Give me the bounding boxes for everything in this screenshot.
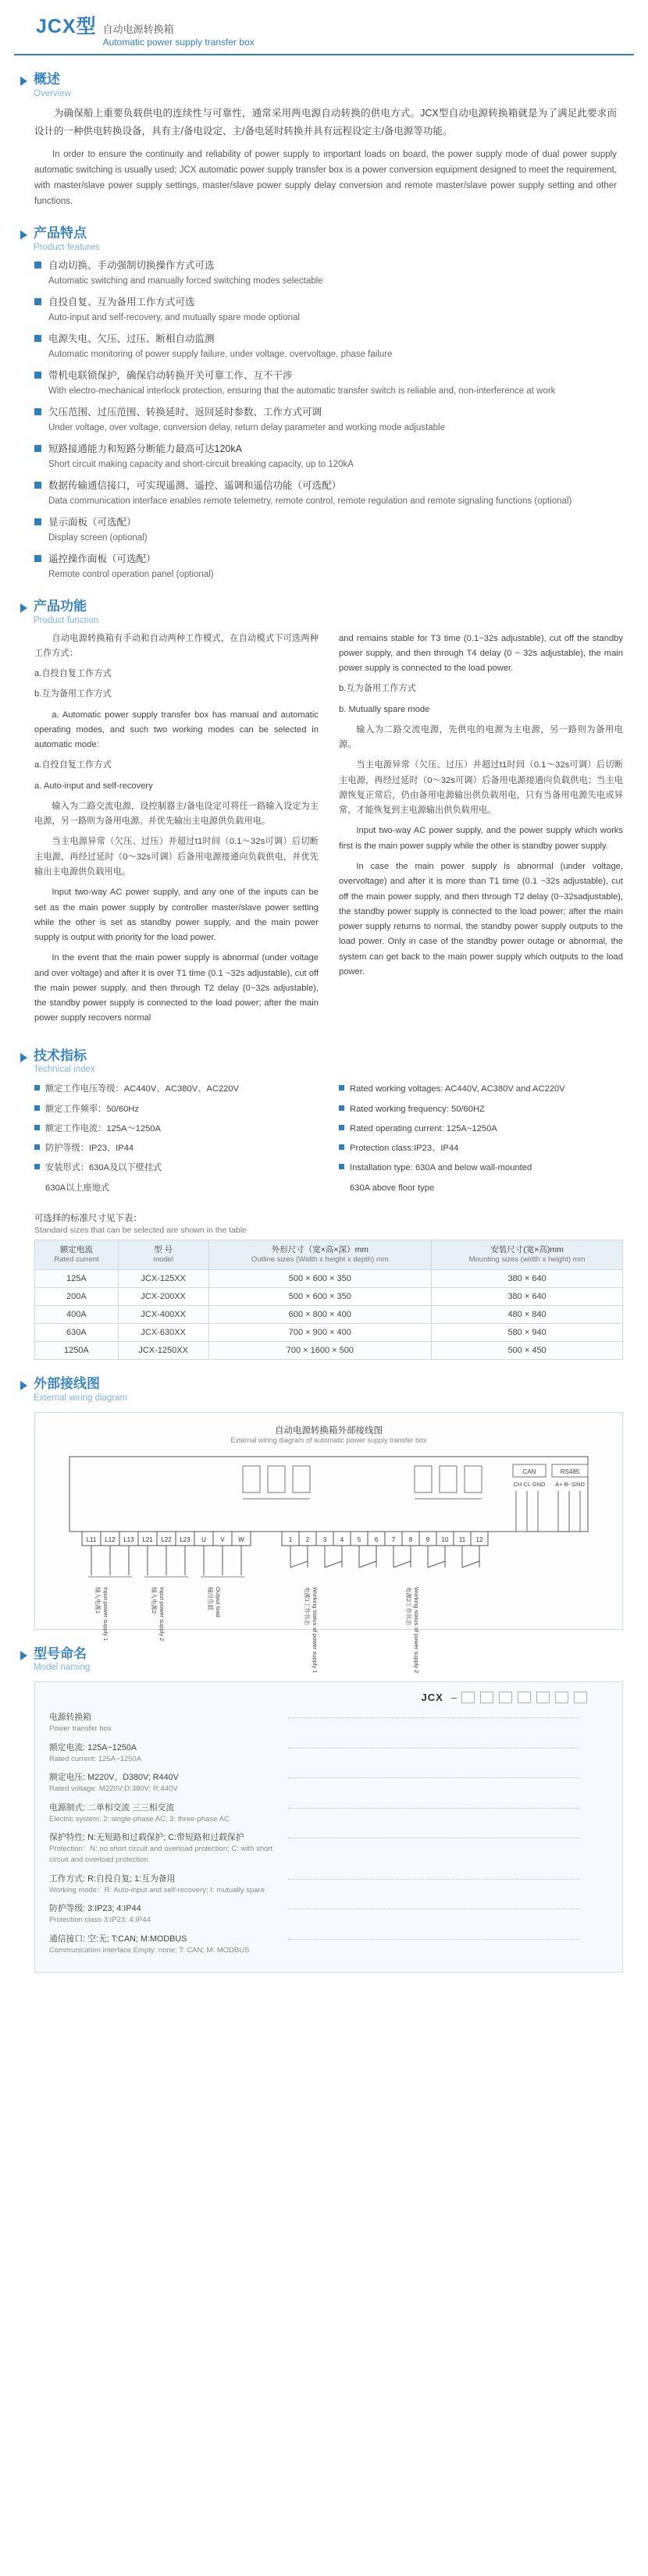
model-row-en: Rated voltage: M220V;D:380V; R:440V <box>49 1784 178 1794</box>
function-para: a.自投自复工作方式 <box>34 760 112 770</box>
square-bullet-icon <box>34 1105 40 1111</box>
svg-text:1: 1 <box>288 1535 293 1543</box>
model-row <box>49 1768 608 1798</box>
table-note-cn: 可选择的标准尺寸见下表： <box>34 1213 142 1223</box>
section-title-cn: 型号命名 <box>34 1646 87 1661</box>
col-header-en: Mounting sizes (width x height) mm <box>468 1255 586 1265</box>
list-item <box>339 1102 623 1117</box>
list-item <box>34 331 617 347</box>
function-para: Input two-way AC power supply, and the power supply which works first is the main power supply while the other is standby power supply. <box>339 826 623 851</box>
feature-label-en: Display screen (optional) <box>48 532 148 543</box>
list-item <box>34 368 617 383</box>
tech-label-en: Rated operating current: 125A~1250A <box>350 1123 497 1133</box>
list-item <box>34 441 617 457</box>
model-row-label <box>49 1802 283 1825</box>
model-row-en: Power transfer box <box>49 1724 112 1734</box>
tech-label-cn: 防护等级：IP23、IP44 <box>45 1144 134 1154</box>
model-row <box>49 1870 608 1899</box>
tech-column-cn <box>34 1082 319 1201</box>
triangle-bullet-icon <box>20 230 27 240</box>
svg-text:L12: L12 <box>105 1535 116 1543</box>
leader-line <box>288 1879 580 1880</box>
leader-line <box>288 1717 580 1718</box>
model-slot <box>574 1692 587 1703</box>
svg-text:L22: L22 <box>161 1535 172 1543</box>
square-bullet-icon <box>339 1164 344 1169</box>
page-title-sub <box>103 21 255 48</box>
svg-text:L13: L13 <box>123 1535 134 1543</box>
cell-model: JCX-125XX <box>118 1269 208 1287</box>
svg-text:9: 9 <box>425 1535 430 1543</box>
table-row <box>35 1305 623 1323</box>
section-features-heading <box>20 226 648 252</box>
tech-column-en <box>339 1082 623 1201</box>
model-code-header: JCX – <box>49 1692 608 1703</box>
list-item <box>34 258 617 273</box>
square-bullet-icon <box>339 1085 344 1091</box>
triangle-bullet-icon <box>20 1651 27 1660</box>
svg-text:Working status of power supply: Working status of power supply 1 <box>312 1586 319 1673</box>
list-item <box>339 1082 623 1097</box>
svg-text:3: 3 <box>322 1535 327 1543</box>
model-row-en: Protection class 3:IP23; 4:IP44 <box>49 1916 151 1925</box>
cell-mounting-size: 500 × 450 <box>432 1341 623 1359</box>
cell-model: JCX-1250XX <box>118 1341 208 1359</box>
model-row-cn: 额定电压: M220V、D380V; R440V <box>49 1773 179 1783</box>
svg-text:11: 11 <box>458 1535 466 1543</box>
feature-label-en: Auto-input and self-recovery, and mutually spare mode optional <box>48 313 300 323</box>
section-title-cn: 外部接线图 <box>34 1375 100 1391</box>
svg-text:8: 8 <box>408 1535 413 1543</box>
square-bullet-icon <box>34 555 41 562</box>
feature-label-cn: 欠压范围、过压范围、转换延时、返回延时参数、工作方式可调 <box>48 407 322 418</box>
feature-label-cn: 短路接通能力和短路分断能力最高可达120kA <box>48 443 242 454</box>
function-column-right <box>339 632 623 1032</box>
list-item <box>34 551 617 567</box>
model-row-cn: 保护特性: N:无短路和过载保护; C:带短路和过载保护 <box>49 1833 244 1843</box>
function-para: In the event that the main power supply is abnormal (under voltage and over voltage) and after it is over T1 time (0.1 ~32s adjustable), cut off the main power supply, and then through T2 delay (0~32s adjustable), the standby power supply is connected to the load power; after the main power supply recovers normal <box>34 953 319 1023</box>
model-slot <box>480 1692 493 1703</box>
model-row-en: Protection：N: no short circuit and overload protection; C: with short circuit and overload protection <box>49 1845 273 1865</box>
cell-rated-current: 630A <box>35 1323 119 1341</box>
cell-outline-size: 500 × 600 × 350 <box>208 1287 432 1305</box>
cell-mounting-size: 580 × 940 <box>432 1323 623 1341</box>
model-row <box>49 1738 608 1768</box>
svg-text:10: 10 <box>441 1535 449 1543</box>
list-item <box>339 1161 623 1176</box>
model-row-cn: 额定电流: 125A~1250A <box>49 1742 137 1752</box>
model-row-cn: 防护等级: 3:IP23; 4:IP44 <box>49 1904 141 1914</box>
square-bullet-icon <box>339 1105 344 1111</box>
cell-model: JCX-400XX <box>118 1305 208 1323</box>
tech-label-cn: 额定工作电流：125A～1250A <box>45 1123 161 1133</box>
list-item <box>34 1102 319 1117</box>
function-para: Input two-way AC power supply, and any one of the inputs can be set as the main power supply by controller master/slave power setting while the other is set as standby power supply, and the main power supply is output with priority for the load power. <box>34 888 319 943</box>
svg-text:7: 7 <box>391 1535 396 1543</box>
model-brand-code: JCX <box>421 1692 443 1704</box>
tech-label-en: Protection class:IP23、IP44 <box>350 1144 459 1154</box>
model-row-label <box>49 1742 283 1765</box>
col-header-cn: 型 号 <box>154 1244 173 1254</box>
feature-label-en: Data communication interface enables remote telemetry, remote control, remote regulation and remote signaling functions (optional) <box>48 496 572 506</box>
cell-outline-size: 500 × 600 × 350 <box>208 1269 432 1287</box>
svg-text:输入电源2: 输入电源2 <box>151 1586 158 1614</box>
svg-text:5: 5 <box>357 1535 361 1543</box>
list-item <box>34 1122 319 1137</box>
leader-line <box>288 1808 580 1809</box>
model-slot <box>555 1692 568 1703</box>
feature-label-cn: 显示面板（可选配） <box>48 516 137 528</box>
section-title-en: Overview <box>34 88 71 98</box>
svg-text:4: 4 <box>340 1535 344 1543</box>
function-para: b.互为备用工作方式 <box>34 689 112 699</box>
svg-text:L11: L11 <box>86 1535 97 1543</box>
triangle-bullet-icon <box>20 603 27 613</box>
square-bullet-icon <box>34 518 41 525</box>
model-row-en: Working mode：R: Auto-input and self-recovery; I: mutually spare <box>49 1885 265 1895</box>
model-row <box>49 1828 608 1870</box>
column-header-outline-size <box>208 1240 432 1269</box>
svg-text:CAN: CAN <box>522 1468 536 1475</box>
table-header-row <box>35 1240 623 1269</box>
cell-model: JCX-200XX <box>118 1287 208 1305</box>
list-item <box>339 1181 623 1196</box>
svg-text:12: 12 <box>475 1535 483 1543</box>
svg-text:Output load: Output load <box>215 1586 222 1617</box>
function-para: a. Auto-input and self-recovery <box>34 781 153 791</box>
function-para: 输入为二路交流电源，设控制器主/备电设定可将任一路输入设定为主电源，另一路则为备用电源。并优先输出主电源供负载用电。 <box>34 801 319 827</box>
function-para: b.互为备用工作方式 <box>339 684 416 694</box>
svg-text:A+ B- GND: A+ B- GND <box>555 1480 585 1488</box>
svg-text:L21: L21 <box>142 1535 153 1543</box>
model-row-label <box>49 1902 283 1926</box>
list-item <box>339 1141 623 1156</box>
overview-paragraph-cn: 为确保船上重要负载供电的连续性与可靠性，通常采用两电源自动转换的供电方式。JCX型自动电源转换箱就是为了满足此要求而设计的一种供电转换设备，具有主/备电设定、主/备电延时转换并具有远程设定主/备电源等功能。 <box>34 107 617 137</box>
model-row-label <box>49 1771 283 1795</box>
model-slot <box>461 1692 475 1703</box>
section-title-en: Model naming <box>34 1663 91 1673</box>
function-para: 自动电源转换箱有手动和自动两种工作模式，在自动模式下可选两种工作方式： <box>34 633 319 658</box>
tech-label-en: Installation type: 630A and below wall-mounted <box>350 1163 532 1173</box>
model-row <box>49 1799 608 1828</box>
square-bullet-icon <box>34 408 41 415</box>
square-bullet-icon <box>34 482 41 489</box>
cell-outline-size: 700 × 900 × 400 <box>208 1323 432 1341</box>
svg-text:6: 6 <box>374 1535 379 1543</box>
model-row-label <box>49 1831 283 1866</box>
tech-label-en: Rated working frequency: 50/60HZ <box>350 1104 485 1114</box>
model-row-label <box>49 1933 283 1956</box>
tech-label-en: 630A above floor type <box>350 1183 435 1193</box>
feature-label-en: Short circuit making capacity and short-circuit breaking capacity, up to 120kA <box>48 459 354 469</box>
model-slot <box>536 1692 550 1703</box>
triangle-bullet-icon <box>20 76 27 86</box>
table-row <box>35 1269 623 1287</box>
square-bullet-icon <box>34 1144 40 1150</box>
section-title-en: Product function <box>34 615 99 625</box>
list-item <box>34 1181 319 1196</box>
model-slot <box>518 1692 531 1703</box>
feature-list <box>34 258 617 582</box>
model-row-en: Communication interface Empty: none; T: CAN; M: MODBUS <box>49 1945 250 1955</box>
svg-text:W: W <box>238 1535 244 1543</box>
function-para: and remains stable for T3 time (0.1~32s adjustable), cut off the standby power supply, and then through T4 delay (0 ~ 32s adjustable), the main power supply is connected to the load power. <box>339 633 623 674</box>
section-title-en: Product features <box>34 243 100 253</box>
leader-line <box>288 1748 580 1749</box>
section-wiring-heading <box>20 1377 648 1403</box>
triangle-bullet-icon <box>20 1053 27 1062</box>
model-row-label <box>49 1873 283 1896</box>
feature-label-cn: 遥控操作面板（可选配） <box>48 553 156 564</box>
model-row-cn: 工作方式: R:自投自复; 1:互为备用 <box>49 1873 176 1884</box>
page-title-cn: JCX型 <box>36 16 97 37</box>
col-header-cn: 额定电流 <box>59 1244 93 1254</box>
function-para: 当主电源异常（欠压、过压）并超过t1时间（0.1～32s可调）后切断主电源，再经过延时（0～32s可调）后备用电源接通向负载供电，并优先输出主电源供负载用电。 <box>34 837 319 877</box>
list-item <box>34 514 617 530</box>
column-header-model <box>118 1240 208 1269</box>
square-bullet-icon <box>34 298 41 305</box>
page-title <box>14 0 634 55</box>
section-function-heading <box>20 600 648 625</box>
square-bullet-icon <box>34 1085 40 1091</box>
model-row-en: Rated current: 125A~1250A <box>49 1754 142 1763</box>
svg-text:2: 2 <box>305 1535 310 1543</box>
svg-text:电源2工作状态: 电源2工作状态 <box>405 1586 412 1625</box>
list-item <box>34 404 617 420</box>
page-title-cn2: 自动电源转换箱 <box>102 23 174 35</box>
table-note-en: Standard sizes that can be selected are shown in the table <box>34 1225 247 1235</box>
section-title-cn: 概述 <box>34 72 60 87</box>
feature-label-cn: 带机电联锁保护，确保启动转换开关可靠工作、互不干涉 <box>48 370 293 382</box>
feature-label-cn: 自投自复、互为备用工作方式可选 <box>48 297 195 308</box>
page-title-en: Automatic power supply transfer box <box>102 37 255 48</box>
svg-text:Input power supply 2: Input power supply 2 <box>158 1586 166 1641</box>
svg-text:Working status of power supply: Working status of power supply 2 <box>413 1586 420 1673</box>
feature-label-en: Under voltage, over voltage, conversion delay, return delay parameter and working mode adjustable <box>48 423 445 432</box>
section-title-en: Technical index <box>34 1065 95 1075</box>
function-column-left <box>34 632 319 1032</box>
feature-label-en: With electro-mechanical interlock protection, ensuring that the automatic transfer switch is reliable and, non-interference at work <box>48 386 556 397</box>
diagram-title-cn: 自动电源转换箱外部接线图 <box>275 1425 383 1436</box>
table-row <box>35 1341 623 1359</box>
svg-text:RS485: RS485 <box>560 1468 580 1475</box>
triangle-bullet-icon <box>20 1381 27 1390</box>
column-header-mounting-size <box>432 1240 623 1269</box>
square-bullet-icon <box>339 1144 344 1150</box>
svg-text:电源1工作状态: 电源1工作状态 <box>304 1586 311 1625</box>
section-title-cn: 产品特点 <box>34 226 87 241</box>
section-title-cn: 技术指标 <box>34 1048 87 1063</box>
feature-label-cn: 数据传输通信接口，可实现遥测、遥控、遥调和遥信功能（可选配） <box>48 479 342 491</box>
section-title-cn: 产品功能 <box>34 598 87 614</box>
function-para: a. Automatic power supply transfer box has manual and automatic operating modes, and such two working modes can be selected in automatic mode: <box>34 710 319 750</box>
svg-text:输入电源1: 输入电源1 <box>94 1586 101 1614</box>
tech-label-cn: 630A以上座地式 <box>45 1183 110 1193</box>
feature-label-cn: 自动切换、手动强制切换操作方式可选 <box>48 260 215 272</box>
svg-text:输出负载: 输出负载 <box>207 1586 214 1610</box>
model-naming-diagram <box>34 1681 623 1973</box>
leader-line <box>288 1939 580 1940</box>
model-row <box>49 1708 608 1738</box>
cell-mounting-size: 380 × 640 <box>432 1269 623 1287</box>
model-row <box>49 1930 608 1959</box>
feature-label-en: Remote control operation panel (optional) <box>48 569 214 579</box>
cell-rated-current: 1250A <box>35 1341 119 1359</box>
column-header-rated-current <box>35 1240 119 1269</box>
function-para: a.自投自复工作方式 <box>34 669 112 679</box>
table-row <box>35 1323 623 1341</box>
list-item <box>339 1122 623 1137</box>
svg-text:L23: L23 <box>180 1535 190 1543</box>
square-bullet-icon <box>34 335 41 342</box>
function-para: 输入为二路交流电源，先供电的电源为主电源，另一路则为备用电源。 <box>339 724 623 750</box>
section-model-heading <box>20 1647 648 1673</box>
cell-outline-size: 700 × 1600 × 500 <box>208 1341 432 1359</box>
model-row-en: Electric system: 2: single-phase AC; 3: three-phase AC <box>49 1814 230 1823</box>
tech-label-cn: 额定工作电压等级：AC440V、AC380V、AC220V <box>45 1084 240 1094</box>
function-para: b. Mutually spare mode <box>339 704 430 714</box>
square-bullet-icon <box>34 262 41 269</box>
tech-label-cn: 额定工作频率：50/60Hz <box>45 1104 139 1114</box>
cell-outline-size: 600 × 800 × 400 <box>208 1305 432 1323</box>
feature-label-en: Automatic switching and manually forced switching modes selectable <box>48 276 323 286</box>
tech-label-cn: 安装形式：630A及以下壁挂式 <box>45 1163 162 1173</box>
svg-text:CH CL GND: CH CL GND <box>513 1480 546 1488</box>
col-header-cn: 外形尺寸（宽×高×深）mm <box>271 1244 369 1254</box>
svg-text:Input power supply 1: Input power supply 1 <box>102 1586 109 1641</box>
model-slot <box>499 1692 512 1703</box>
svg-text:U: U <box>201 1535 206 1543</box>
cell-rated-current: 125A <box>35 1269 119 1287</box>
spec-table <box>34 1240 623 1360</box>
square-bullet-icon <box>34 445 41 452</box>
list-item <box>34 1141 319 1156</box>
col-header-en: Outline sizes (Width x height x depth) mm <box>251 1255 389 1265</box>
svg-text:V: V <box>220 1535 225 1543</box>
overview-paragraph-en: In order to ensure the continuity and reliability of power supply to important loads on board, the power supply mode of dual power supply automatic switching is usually used; JCX automatic power supply transfer box is a power conversion equipment designed to meet the requirement, with master/slave power supply settings, master/slave power supply delay conversion and remote master/slave power supply setting and other functions. <box>34 149 617 207</box>
col-header-cn: 安装尺寸(宽×高)mm <box>490 1244 564 1254</box>
section-tech-heading <box>20 1049 648 1075</box>
cell-rated-current: 400A <box>35 1305 119 1323</box>
list-item <box>34 294 617 310</box>
function-text-columns <box>34 632 623 1032</box>
list-item <box>34 1161 319 1176</box>
square-bullet-icon <box>34 1164 40 1169</box>
list-item <box>34 1082 319 1097</box>
model-row-label <box>49 1711 283 1735</box>
col-header-en: model <box>153 1255 174 1265</box>
square-bullet-icon <box>34 372 41 379</box>
function-para: In case the main power supply is abnormal (under voltage, overvoltage) and after it is more than T1 time (0.1 ~32s adjustable), cut off the main power supply, and then through T2 delay (0~32sadjustable), the standby power supply is connected to the load power; after the main power supply returns to normal, the standby power supply outputs to the load power. Only in case of the standby power outage or abnormal, the system can get back to the main power supply which outputs to the load power. <box>339 861 623 977</box>
model-row-cn: 通信接口: 空:无; T:CAN; M:MODBUS <box>49 1934 187 1944</box>
cell-model: JCX-630XX <box>118 1323 208 1341</box>
square-bullet-icon <box>339 1125 344 1130</box>
model-row <box>49 1899 608 1929</box>
diagram-title-en: External wiring diagram of automatic power supply transfer box <box>230 1436 427 1444</box>
feature-label-cn: 电源失电、欠压、过压、断相自动监测 <box>48 333 215 345</box>
tech-index-columns <box>34 1082 623 1201</box>
feature-label-en: Automatic monitoring of power supply failure, under voltage, overvoltage, phase failure <box>48 350 393 360</box>
cell-mounting-size: 380 × 640 <box>432 1287 623 1305</box>
square-bullet-icon <box>34 1125 40 1130</box>
list-item <box>34 478 617 493</box>
cell-rated-current: 200A <box>35 1287 119 1305</box>
model-row-cn: 电源制式: 二单相交流 三三相交流 <box>49 1802 175 1813</box>
col-header-en: Rated current <box>54 1255 99 1265</box>
section-overview-heading <box>20 73 648 98</box>
tech-label-en: Rated working voltages: AC440V, AC380V and AC220V <box>350 1084 565 1094</box>
function-para: 当主电源异常（欠压、过压）并超过t1时间（0.1～32s可调）后切断主电源，再经过延时（0～32s可调）后备用电源接通向负载供电；当主电源恢复正常后，仍由备用电源输出供负载用电，只有当备用电源失电或异常，才能恢复到主电源输出供负载用电。 <box>339 760 623 816</box>
section-title-en: External wiring diagram <box>34 1393 128 1403</box>
leader-line <box>288 1777 580 1778</box>
model-row-cn: 电源转换箱 <box>49 1713 91 1723</box>
table-row <box>35 1287 623 1305</box>
cell-mounting-size: 480 × 840 <box>432 1305 623 1323</box>
